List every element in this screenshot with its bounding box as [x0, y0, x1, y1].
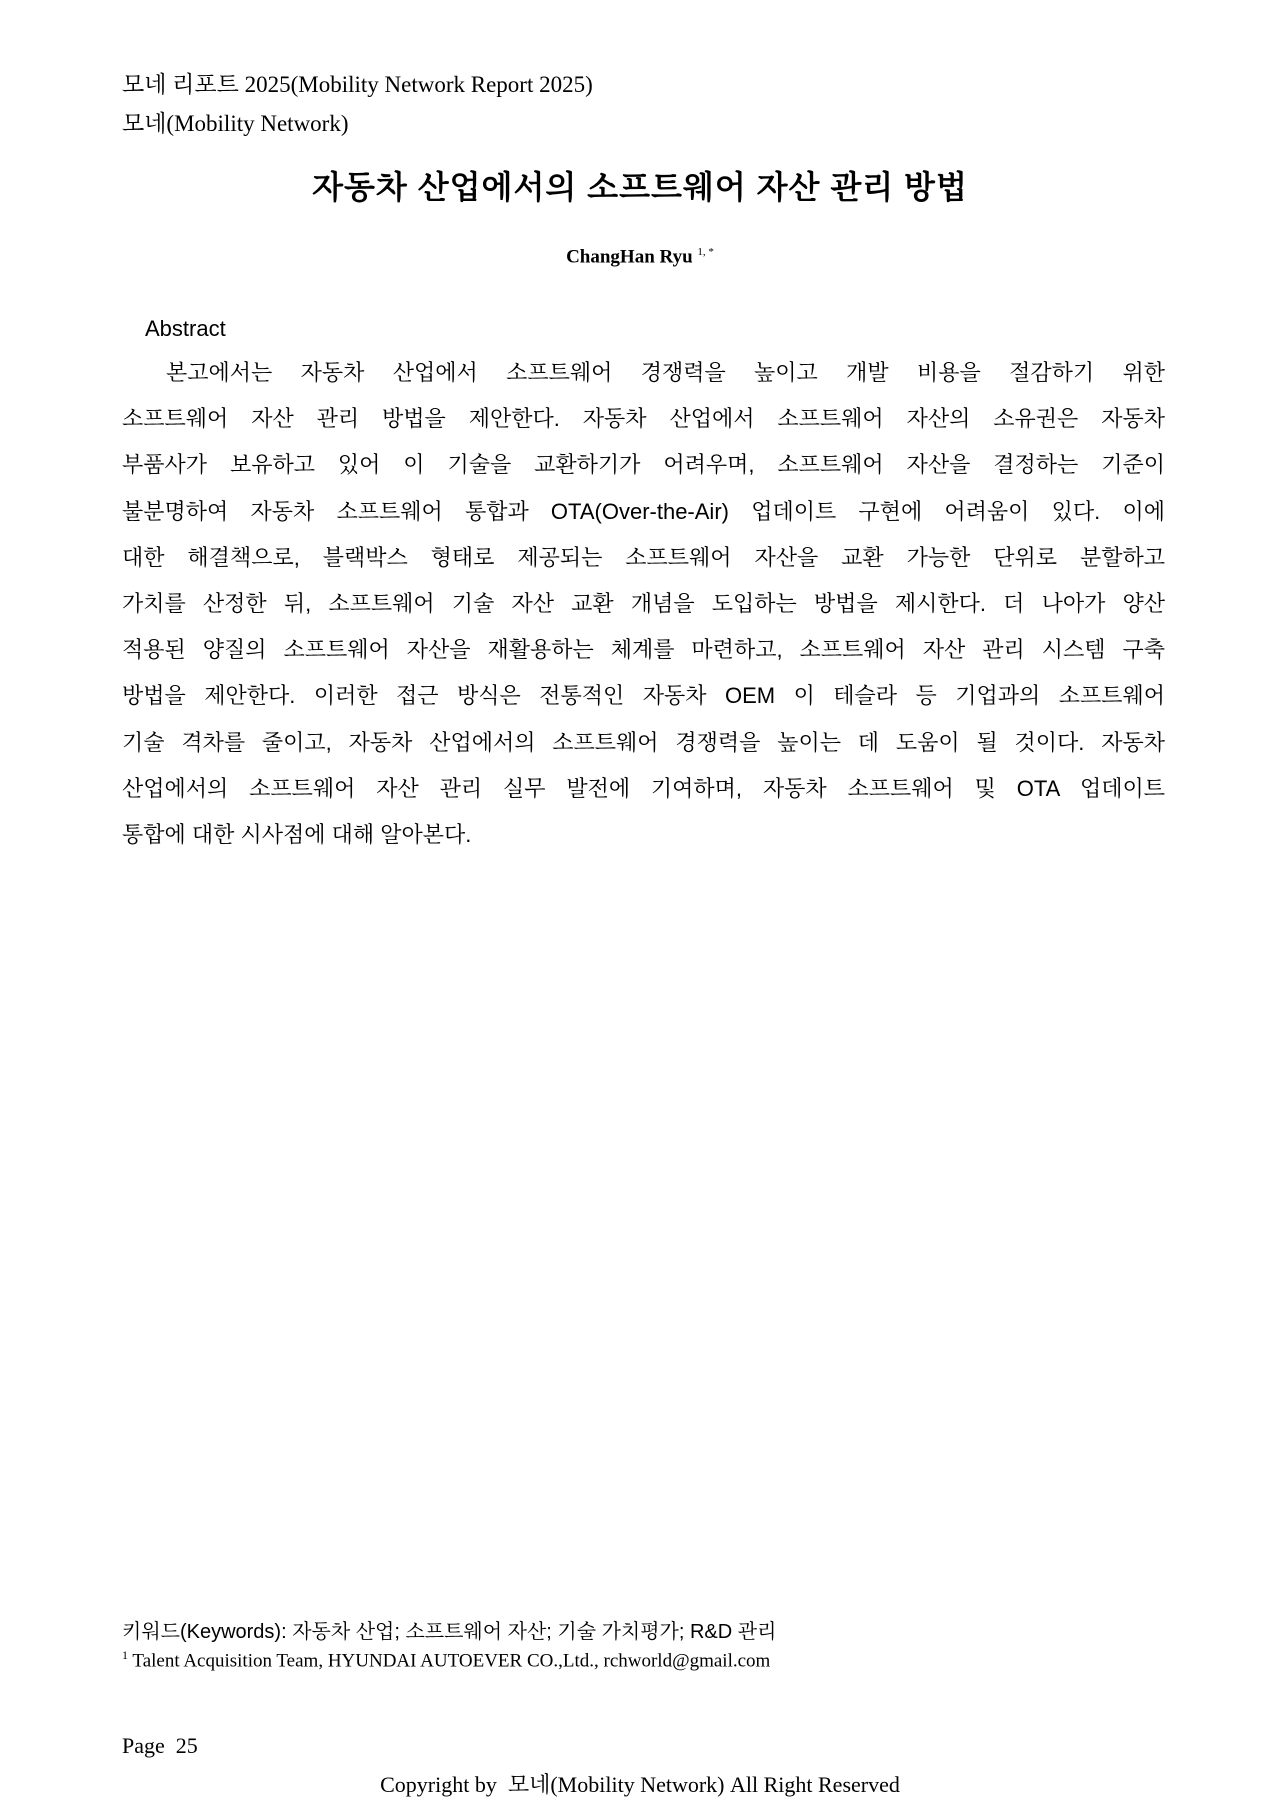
copyright: Copyright by 모네(Mobility Network) All Right Reserved — [380, 1772, 900, 1797]
abstract-line: 본고에서는 자동차 산업에서 소프트웨어 경쟁력을 높이고 개발 비용을 절감하기 위한 — [166, 360, 1165, 385]
abstract-line: 대한 해결책으로, 블랙박스 형태로 제공되는 소프트웨어 자산을 교환 가능한 단위로 분할하고 — [122, 544, 1165, 570]
publisher-header: 모네(Mobility Network) — [122, 111, 349, 136]
abstract-line: 부품사가 보유하고 있어 이 기술을 교환하기가 어려우며, 소프트웨어 자산을 결정하는 기준이 — [122, 452, 1165, 478]
abstract-line: 소프트웨어 자산 관리 방법을 제안한다. 자동차 산업에서 소프트웨어 자산의 소유권은 자동차 — [122, 406, 1165, 432]
journal-header: 모네 리포트 2025(Mobility Network Report 2025) — [122, 72, 593, 97]
keywords: 키워드(Keywords): 자동차 산업; 소프트웨어 자산; 기술 가치평가; R&D 관리 — [122, 1621, 777, 1643]
abstract-line: 가치를 산정한 뒤, 소프트웨어 기술 자산 교환 개념을 도입하는 방법을 제시한다. 더 나아가 양산 — [122, 590, 1165, 616]
author-line — [0, 246, 1280, 268]
abstract-heading: Abstract — [145, 316, 226, 341]
abstract-line: 통합에 대한 시사점에 대해 알아본다. — [122, 821, 472, 847]
page-number: Page 25 — [122, 1733, 198, 1758]
affiliation-text: Talent Acquisition Team, HYUNDAI AUTOEVER CO.,Ltd., rchworld@gmail.com — [132, 1650, 771, 1672]
author-marks: 1, * — [697, 246, 714, 258]
abstract-line: 불분명하여 자동차 소프트웨어 통합과 OTA(Over-the-Air) 업데이트 구현에 어려움이 있다. 이에 — [122, 498, 1165, 524]
abstract-line: 적용된 양질의 소프트웨어 자산을 재활용하는 체계를 마련하고, 소프트웨어 자산 관리 시스템 구축 — [122, 637, 1165, 663]
abstract-line: 방법을 제안한다. 이러한 접근 방식은 전통적인 자동차 OEM 이 테슬라 등 기업과의 소프트웨어 — [122, 683, 1165, 709]
abstract-body — [122, 358, 1165, 866]
abstract-line: 기술 격차를 줄이고, 자동차 산업에서의 소프트웨어 경쟁력을 높이는 데 도움이 될 것이다. 자동차 — [122, 729, 1165, 755]
paper-title: 자동차 산업에서의 소프트웨어 자산 관리 방법 — [312, 169, 968, 205]
affiliation — [122, 1648, 770, 1672]
abstract-line: 산업에서의 소프트웨어 자산 관리 실무 발전에 기여하며, 자동차 소프트웨어 및 OTA 업데이트 — [122, 775, 1165, 801]
affiliation-mark: 1 — [122, 1648, 128, 1662]
author-name: ChangHan Ryu — [566, 246, 693, 268]
